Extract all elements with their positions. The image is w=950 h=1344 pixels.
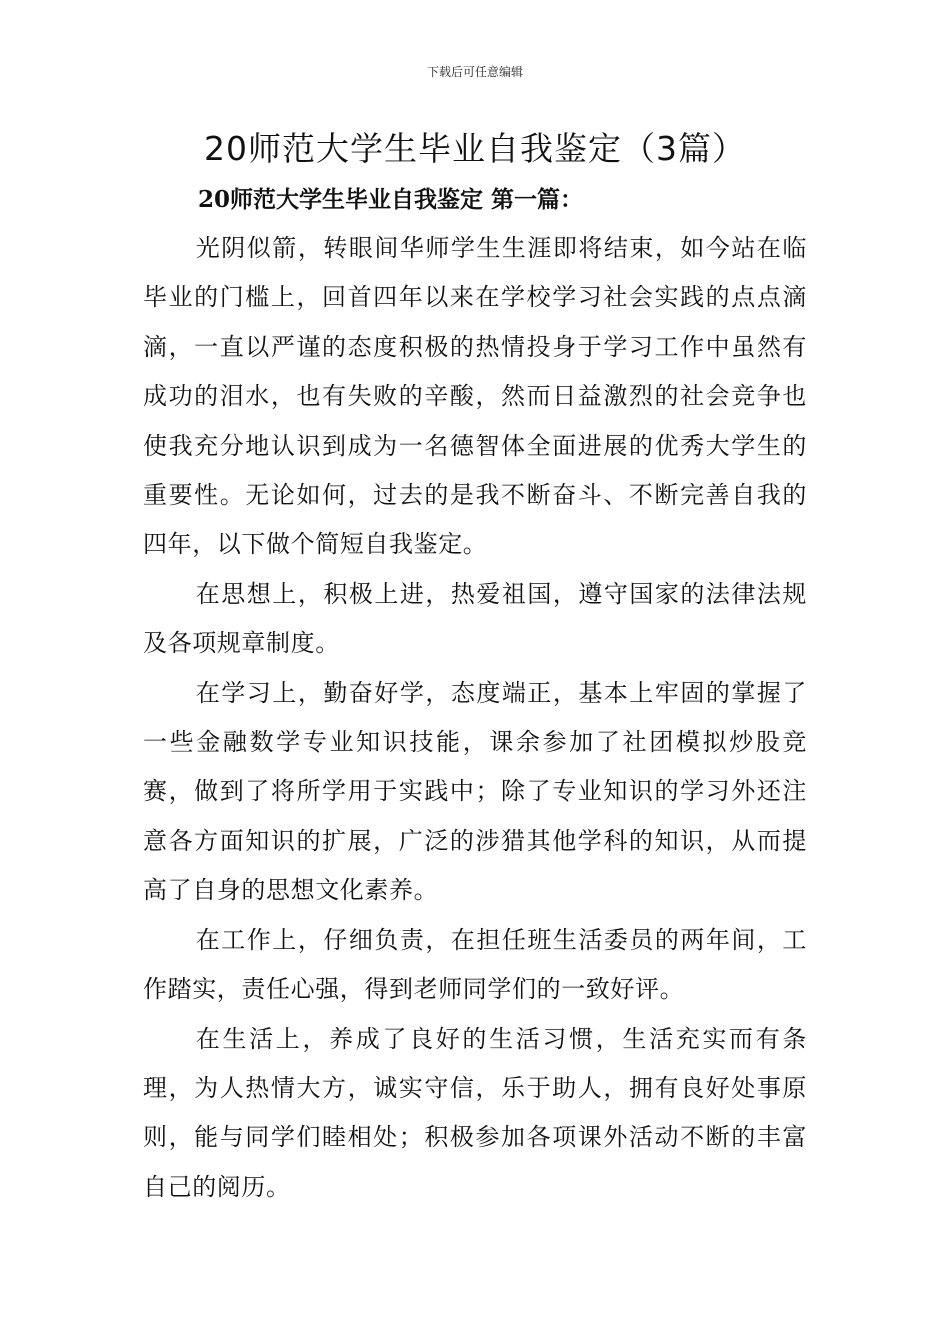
- section-heading: 20师范大学生毕业自我鉴定 第一篇：: [198, 186, 584, 213]
- header-note: 下载后可任意编辑: [426, 65, 523, 79]
- document-title: 20师范大学生毕业自我鉴定（3篇）: [204, 129, 746, 168]
- paragraph-intro: 光阴似箭，转眼间华师学生生涯即将结束，如今站在临毕业的门槛上，回首四年以来在学校学习社会实践的点点滴滴，一直以严谨的态度积极的热情投身于学习工作中虽然有成功的泪水，也有失败的辛酸，然而日益激烈的社会竞争也使我充分地认识到成为一名德智体全面进展的优秀大学生的重要性。无论如何，过去的是我不断奋斗、不断完善自我的四年，以下做个简短自我鉴定。: [143, 234, 807, 559]
- paragraph-thought: 在思想上，积极上进，热爱祖国，遵守国家的法律法规及各项规章制度。: [143, 579, 807, 658]
- document-body: [143, 224, 807, 1212]
- paragraph-work: 在工作上，仔细负责，在担任班生活委员的两年间，工作踏实，责任心强，得到老师同学们的一致好评。: [143, 925, 807, 1004]
- paragraph-life: 在生活上，养成了良好的生活习惯，生活充实而有条理，为人热情大方，诚实守信，乐于助人，拥有良好处事原则，能与同学们睦相处；积极参加各项课外活动不断的丰富自己的阅历。: [143, 1024, 807, 1201]
- paragraph-study: 在学习上，勤奋好学，态度端正，基本上牢固的掌握了一些金融数学专业知识技能，课余参加了社团模拟炒股竞赛，做到了将所学用于实践中；除了专业知识的学习外还注意各方面知识的扩展，广泛的涉猎其他学科的知识，从而提高了自身的思想文化素养。: [143, 678, 807, 905]
